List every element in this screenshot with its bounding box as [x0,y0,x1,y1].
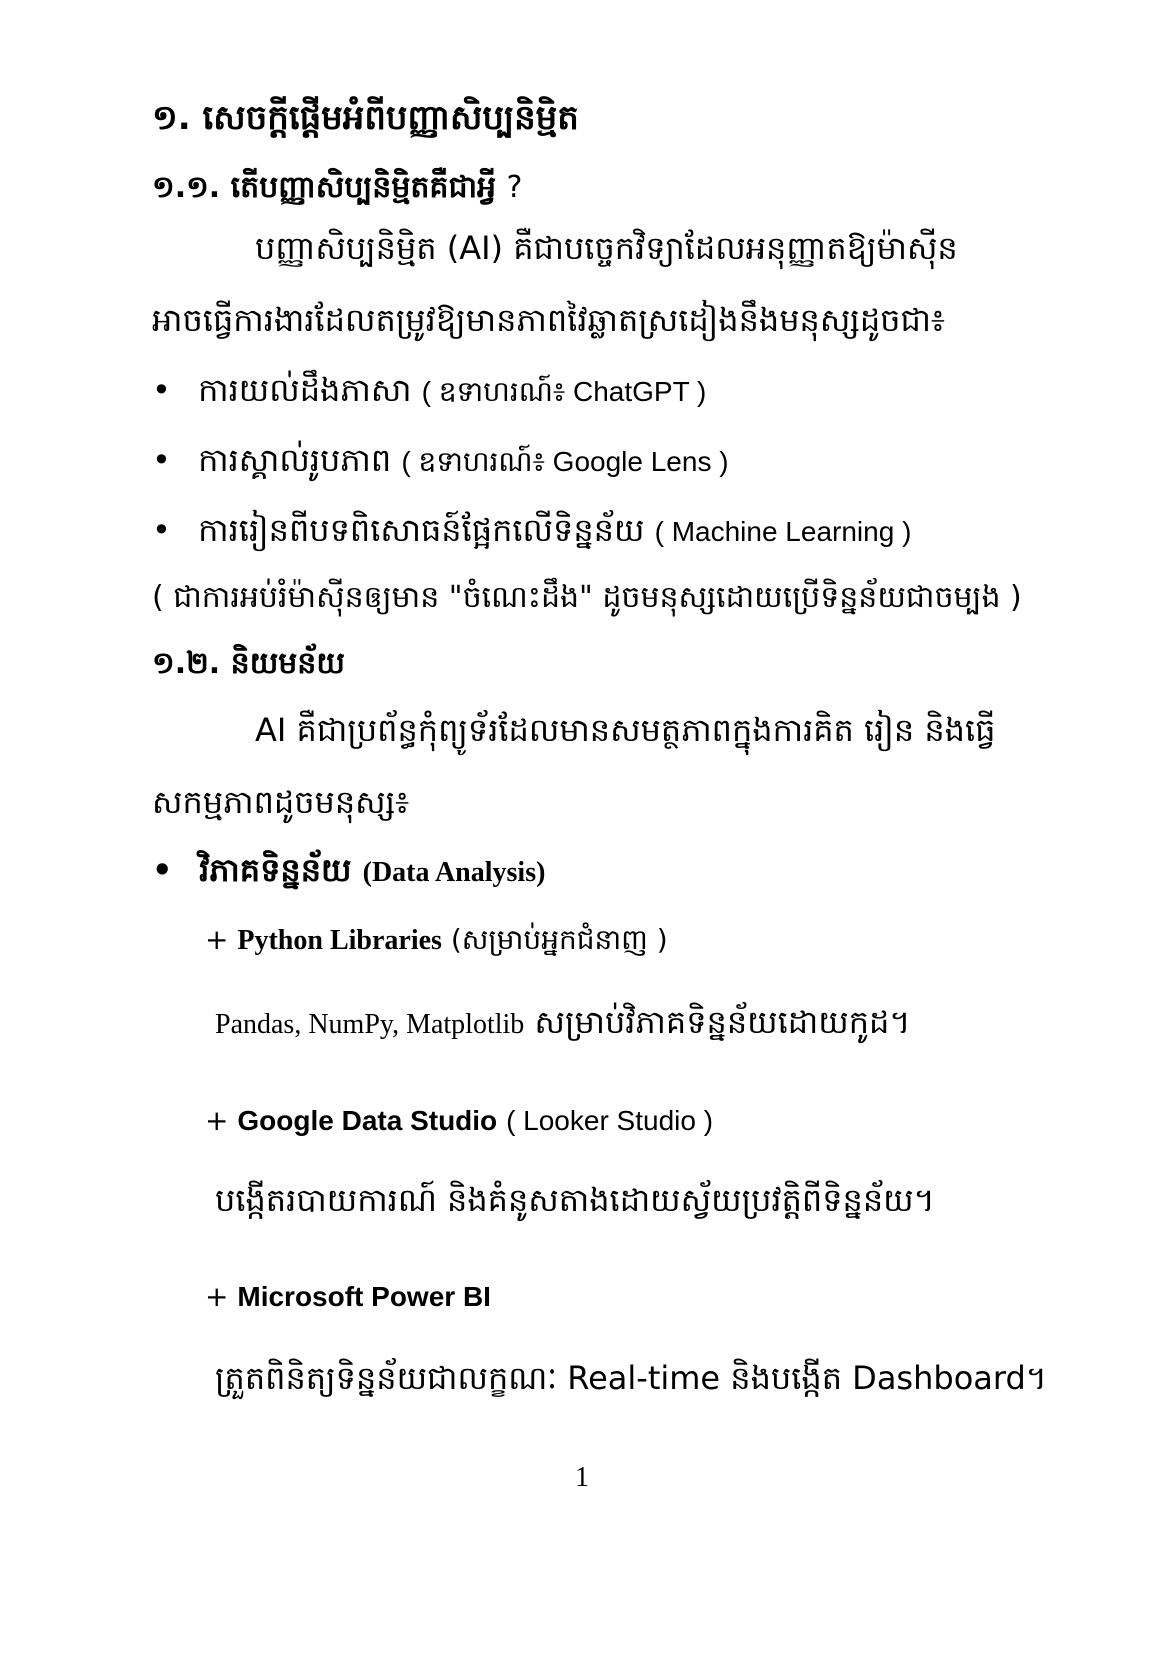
tool-python-libraries [205,922,668,963]
bullet-data-analysis [152,850,545,897]
subsection-title: ១.១. តើបញ្ញាសិប្បនិម្មិតគឺជាអ្វី [152,170,497,205]
tool-name: Python Libraries [237,925,442,956]
bullet-icon: • [152,511,171,549]
tool-desc: សម្រាប់វិភាគទិន្នន័យដោយកូដ។ [534,1003,911,1041]
tool-note: (សម្រាប់អ្នកជំនាញ ) [450,923,668,956]
data-analysis-label: វិភាគទិន្នន័យ [199,851,352,889]
bullet-text: ការរៀនពីបទពិសោធន៍ផ្អែកលើទិន្នន័យ [198,511,645,549]
bullet-detail: ( ឧទាហរណ៍៖ ChatGPT ) [421,376,707,407]
bullet-machine-learning [152,510,911,557]
tool-note: ( Looker Studio ) [506,1105,714,1136]
tool-powerbi-description: ត្រួតពិនិត្យទិន្នន័យជាលក្ខណៈ Real-time និងបង្កើត Dashboard។ [215,1359,1047,1397]
definition-line-2: សកម្មភាពដូចមនុស្ស៖ [152,783,410,821]
bullet-detail: ( ឧទាហរណ៍៖ Google Lens ) [401,446,729,477]
plus-symbol: + [205,1280,229,1313]
question-mark: ? [506,170,523,205]
bullet-text: ការយល់ដឹងភាសា [198,371,412,409]
tool-google-data-studio [205,1104,713,1137]
bullet-icon: • [152,851,173,889]
intro-line-1: បញ្ញាសិប្បនិម្មិត (AI) គឺជាបច្ចេកវិទ្យាដែលអនុញ្ញាតឱ្យម៉ាស៊ីន [255,229,958,267]
tool-google-description: បង្កើតរបាយការណ៍ និងគំនូសតាងដោយស្វ័យប្រវត្តិពីទិន្នន័យ។ [215,1181,935,1219]
tool-name: Google Data Studio [237,1105,498,1136]
page-number: 1 [575,1462,589,1493]
bullet-detail: ( Machine Learning ) [654,516,912,547]
bullet-image-recognition [152,440,729,487]
ml-note: ( ជាការអប់រំម៉ាស៊ីនឲ្យមាន "ចំណេះដឹង" ដូចមនុស្សដោយប្រើទិន្នន័យជាចម្បង ) [152,580,1022,615]
tool-python-description [215,1002,910,1049]
bullet-language-understanding [152,370,706,417]
definition-line-1: AI គឺជាប្រព័ន្ធកុំព្យូទ័រដែលមានសមត្ថភាពក្នុងការគិត រៀន និងធ្វើ [255,711,996,749]
intro-line-2: អាចធ្វើការងារដែលតម្រូវឱ្យមានភាពវៃឆ្លាតស្រដៀងនឹងមនុស្សដូចជា៖ [152,301,945,339]
tool-libs: Pandas, NumPy, Matplotlib [215,1009,525,1040]
tool-microsoft-power-bi [205,1280,491,1313]
subsection-heading-what-is-ai [152,168,522,212]
subsection-heading-definition: ១.២. និយមន័យ [152,646,345,681]
plus-symbol: + [205,1104,229,1137]
data-analysis-label-en: (Data Analysis) [362,857,546,888]
bullet-icon: • [152,441,171,479]
bullet-icon: • [152,371,171,409]
section-title: ១. សេចក្តីផ្តើមអំពីបញ្ញាសិប្បនិម្មិត [152,98,579,138]
bullet-text: ការស្គាល់រូបភាព [198,441,392,479]
plus-symbol: + [205,923,229,956]
tool-name: Microsoft Power BI [237,1281,491,1312]
